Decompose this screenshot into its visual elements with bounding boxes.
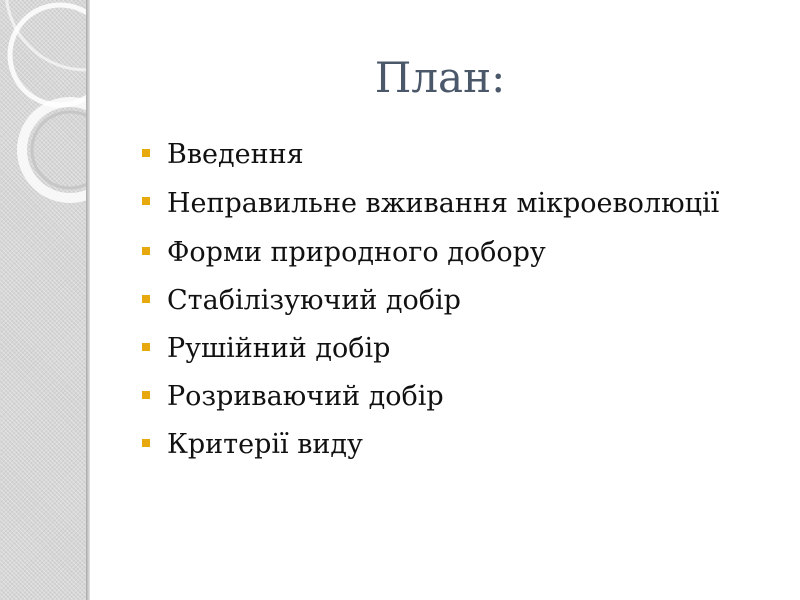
square-bullet-icon [142, 295, 150, 303]
bullet-text: Рушійний добір [167, 333, 391, 364]
bullet-item-disruptive-selection [140, 378, 780, 416]
bullet-item-incorrect-usage [140, 184, 780, 224]
bullet-text: Введення [167, 139, 304, 170]
bullet-text: Критерії виду [167, 429, 363, 460]
decorative-circles-graphic [0, 0, 86, 600]
bullet-item-stabilizing-selection [140, 282, 780, 320]
bullet-item-directional-selection [140, 330, 780, 368]
bullet-text: Розриваючий добір [167, 381, 444, 412]
bullet-text: Стабілізуючий добір [167, 285, 461, 316]
square-bullet-icon [142, 149, 150, 157]
decorative-side-panel [0, 0, 86, 600]
bullet-item-introduction [140, 136, 780, 174]
side-panel-edge [86, 0, 90, 600]
bullet-list [140, 136, 780, 474]
slide-title: План: [374, 53, 506, 102]
square-bullet-icon [142, 343, 150, 351]
bullet-item-species-criteria [140, 426, 780, 464]
square-bullet-icon [142, 247, 150, 255]
bullet-text: Форми природного добору [167, 237, 546, 268]
bullet-item-selection-forms [140, 234, 780, 272]
square-bullet-icon [142, 197, 150, 205]
bullet-text: Неправильне вживання мікроеволюції [167, 188, 720, 219]
square-bullet-icon [142, 391, 150, 399]
square-bullet-icon [142, 439, 150, 447]
